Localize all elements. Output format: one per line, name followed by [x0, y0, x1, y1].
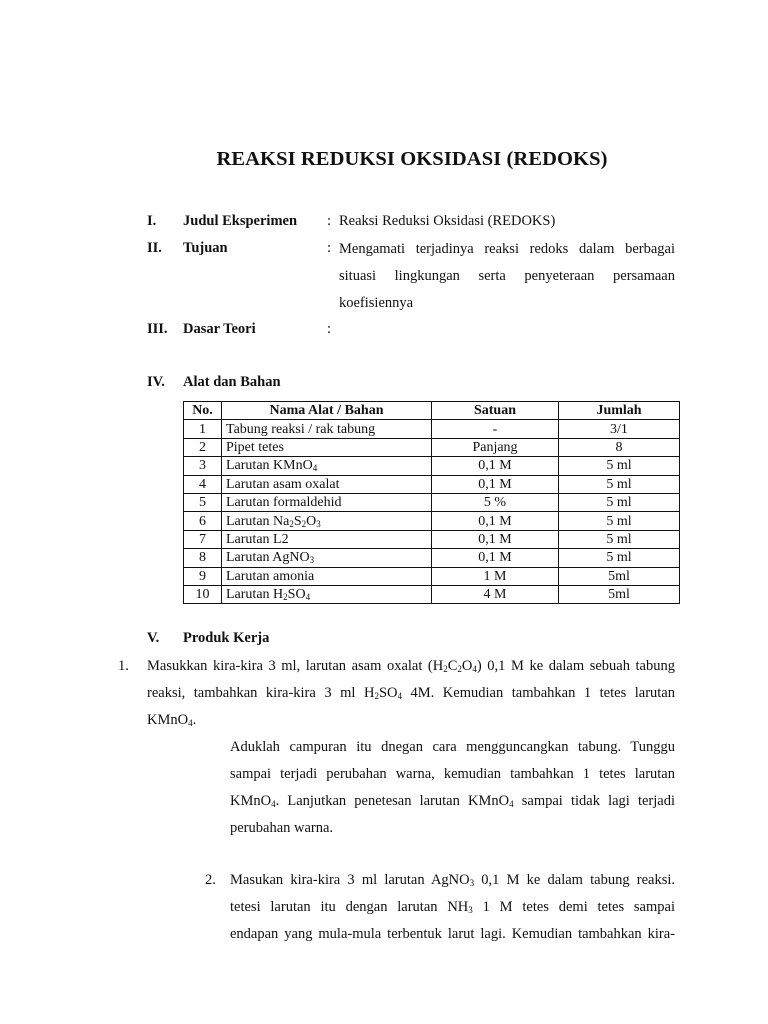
section-produk-kerja: [0, 630, 768, 650]
formula-text: O: [306, 513, 317, 529]
table-row: [184, 549, 680, 567]
text-span: SO: [378, 685, 398, 701]
cell-no: 3: [184, 457, 222, 475]
cell-jumlah: 8: [559, 438, 680, 456]
text-line: [230, 788, 675, 815]
cell-nama: [222, 512, 432, 530]
text-span: O: [461, 658, 473, 674]
cell-no: 8: [184, 549, 222, 567]
subscript: 2: [443, 664, 448, 674]
subscript: 3: [316, 518, 321, 529]
cell-no: 4: [184, 475, 222, 493]
cell-jumlah: 5 ml: [559, 549, 680, 567]
cell-jumlah: 5 ml: [559, 530, 680, 548]
subscript: 4: [188, 718, 193, 728]
table-row: [184, 493, 680, 511]
step-1-continuation: [230, 734, 675, 842]
subscript: 3: [309, 555, 315, 566]
subscript: 4: [472, 664, 477, 674]
formula-text: Larutan H: [226, 587, 284, 603]
tujuan-line: Mengamati terjadinya reaksi redoks dalam berbagai: [339, 241, 675, 257]
subscript: 4: [271, 799, 276, 809]
cell-satuan: 0,1 M: [432, 512, 559, 530]
cell-nama: Larutan formaldehid: [222, 493, 432, 511]
cell-no: 1: [184, 420, 222, 438]
cell-satuan: 0,1 M: [432, 549, 559, 567]
text-span: . Lanjutkan penetesan larutan KMnO: [275, 793, 510, 809]
section-tujuan: [0, 240, 768, 322]
text-line: [230, 867, 675, 894]
cell-satuan: 0,1 M: [432, 457, 559, 475]
alat-bahan-table: [183, 401, 680, 604]
text-span: KMnO: [147, 712, 189, 728]
cell-no: 2: [184, 438, 222, 456]
cell-no: 6: [184, 512, 222, 530]
subscript: 3: [468, 905, 473, 915]
cell-no: 9: [184, 567, 222, 585]
header-nama: Nama Alat / Bahan: [222, 402, 432, 420]
cell-jumlah: 5ml: [559, 585, 680, 603]
text-span: Masukan kira-kira 3 ml larutan AgNO: [230, 872, 470, 888]
cell-no: 5: [184, 493, 222, 511]
cell-jumlah: 3/1: [559, 420, 680, 438]
section-judul: [0, 213, 768, 233]
text-span: Masukkan kira-kira 3 ml, larutan asam oxalat (H: [147, 658, 444, 674]
formula-text: Larutan Na: [226, 513, 290, 529]
header-jumlah: Jumlah: [559, 402, 680, 420]
step-number: 2.: [205, 872, 216, 888]
cell-nama: Larutan asam oxalat: [222, 475, 432, 493]
subscript: 4: [397, 691, 402, 701]
cell-nama: Larutan L2: [222, 530, 432, 548]
header-no: No.: [184, 402, 222, 420]
text-line: Aduklah campuran itu dnegan cara mengguncangkan tabung. Tunggu: [230, 739, 675, 755]
text-line: [147, 680, 675, 707]
cell-satuan: 1 M: [432, 567, 559, 585]
cell-nama: Larutan amonia: [222, 567, 432, 585]
cell-jumlah: 5 ml: [559, 475, 680, 493]
subscript: 4: [509, 799, 514, 809]
section-number: IV.: [147, 374, 165, 390]
text-line: endapan yang mula-mula terbentuk larut lagi. Kemudian tambahkan kira-: [230, 926, 675, 942]
cell-no: 10: [184, 585, 222, 603]
text-span: 4M. Kemudian tambahkan 1 tetes larutan: [401, 685, 675, 701]
text-line: [230, 894, 675, 921]
cell-nama: Tabung reaksi / rak tabung: [222, 420, 432, 438]
subscript: 2: [374, 691, 379, 701]
section-label: Judul Eksperimen: [183, 213, 298, 229]
formula-text: S: [293, 513, 302, 529]
formula-text: Larutan KMnO: [226, 458, 313, 474]
cell-nama: [222, 585, 432, 603]
text-line: [147, 707, 675, 734]
colon: :: [327, 240, 332, 256]
cell-no: 7: [184, 530, 222, 548]
formula-text: SO: [287, 587, 306, 603]
text-line: sampai terjadi perubahan warna, kemudian tambahkan 1 tetes larutan: [230, 766, 675, 782]
tujuan-line: situasi lingkungan serta penyeteraan persamaan: [339, 268, 675, 284]
text-span: sampai tidak lagi terjadi: [513, 793, 676, 809]
table-row: [184, 420, 680, 438]
section-number: I.: [147, 213, 157, 229]
text-span: reaksi, tambahkan kira-kira 3 ml H: [147, 685, 375, 701]
cell-nama: Pipet tetes: [222, 438, 432, 456]
cell-nama: [222, 457, 432, 475]
text-line: [147, 653, 675, 680]
section-dasar-teori: [0, 321, 768, 341]
section-label: Tujuan: [183, 240, 228, 256]
table-row: [184, 530, 680, 548]
subscript: 4: [312, 463, 318, 474]
table-row: [184, 585, 680, 603]
table-row: [184, 567, 680, 585]
step-2-text: [230, 867, 675, 948]
document-title: REAKSI REDUKSI OKSIDASI (REDOKS): [216, 148, 608, 170]
table-row: [184, 475, 680, 493]
cell-satuan: 4 M: [432, 585, 559, 603]
subscript: 2: [301, 518, 307, 529]
colon: :: [327, 213, 332, 229]
text-span: 1 M tetes demi tetes sampai: [472, 899, 675, 915]
step-number: 1.: [118, 658, 129, 674]
cell-satuan: 5 %: [432, 493, 559, 511]
cell-nama: [222, 549, 432, 567]
subscript: 3: [469, 878, 475, 888]
section-number: II.: [147, 240, 162, 256]
subscript: 2: [289, 518, 294, 529]
table-row: [184, 457, 680, 475]
section-number: III.: [147, 321, 168, 337]
text-span: tetesi larutan itu dengan larutan NH: [230, 899, 469, 915]
cell-jumlah: 5 ml: [559, 457, 680, 475]
section-value: [339, 236, 675, 317]
tujuan-line: koefisiennya: [339, 295, 414, 311]
cell-satuan: 0,1 M: [432, 475, 559, 493]
text-span: .: [192, 712, 197, 728]
section-label: Dasar Teori: [183, 321, 256, 337]
cell-satuan: -: [432, 420, 559, 438]
text-span: 0,1 M ke dalam tabung reaksi.: [474, 872, 675, 888]
subscript: 2: [457, 664, 462, 674]
section-label: Produk Kerja: [183, 630, 270, 646]
cell-jumlah: 5 ml: [559, 493, 680, 511]
text-span: C: [447, 658, 458, 674]
text-span: KMnO: [230, 793, 272, 809]
section-number: V.: [147, 630, 160, 646]
subscript: 4: [305, 592, 311, 603]
formula-text: Larutan AgNO: [226, 550, 310, 566]
table-row: [184, 438, 680, 456]
section-value: Reaksi Reduksi Oksidasi (REDOKS): [339, 213, 556, 229]
cell-jumlah: 5 ml: [559, 512, 680, 530]
section-alat-bahan: [0, 374, 768, 394]
cell-satuan: 0,1 M: [432, 530, 559, 548]
text-line: perubahan warna.: [230, 820, 334, 836]
cell-jumlah: 5ml: [559, 567, 680, 585]
cell-satuan: Panjang: [432, 438, 559, 456]
subscript: 2: [283, 592, 288, 603]
table-header-row: [184, 402, 680, 420]
table-row: [184, 512, 680, 530]
section-label: Alat dan Bahan: [183, 374, 281, 390]
step-1-text: [147, 653, 675, 734]
header-satuan: Satuan: [432, 402, 559, 420]
text-span: ) 0,1 M ke dalam sebuah tabung: [476, 658, 675, 674]
colon: :: [327, 321, 332, 337]
